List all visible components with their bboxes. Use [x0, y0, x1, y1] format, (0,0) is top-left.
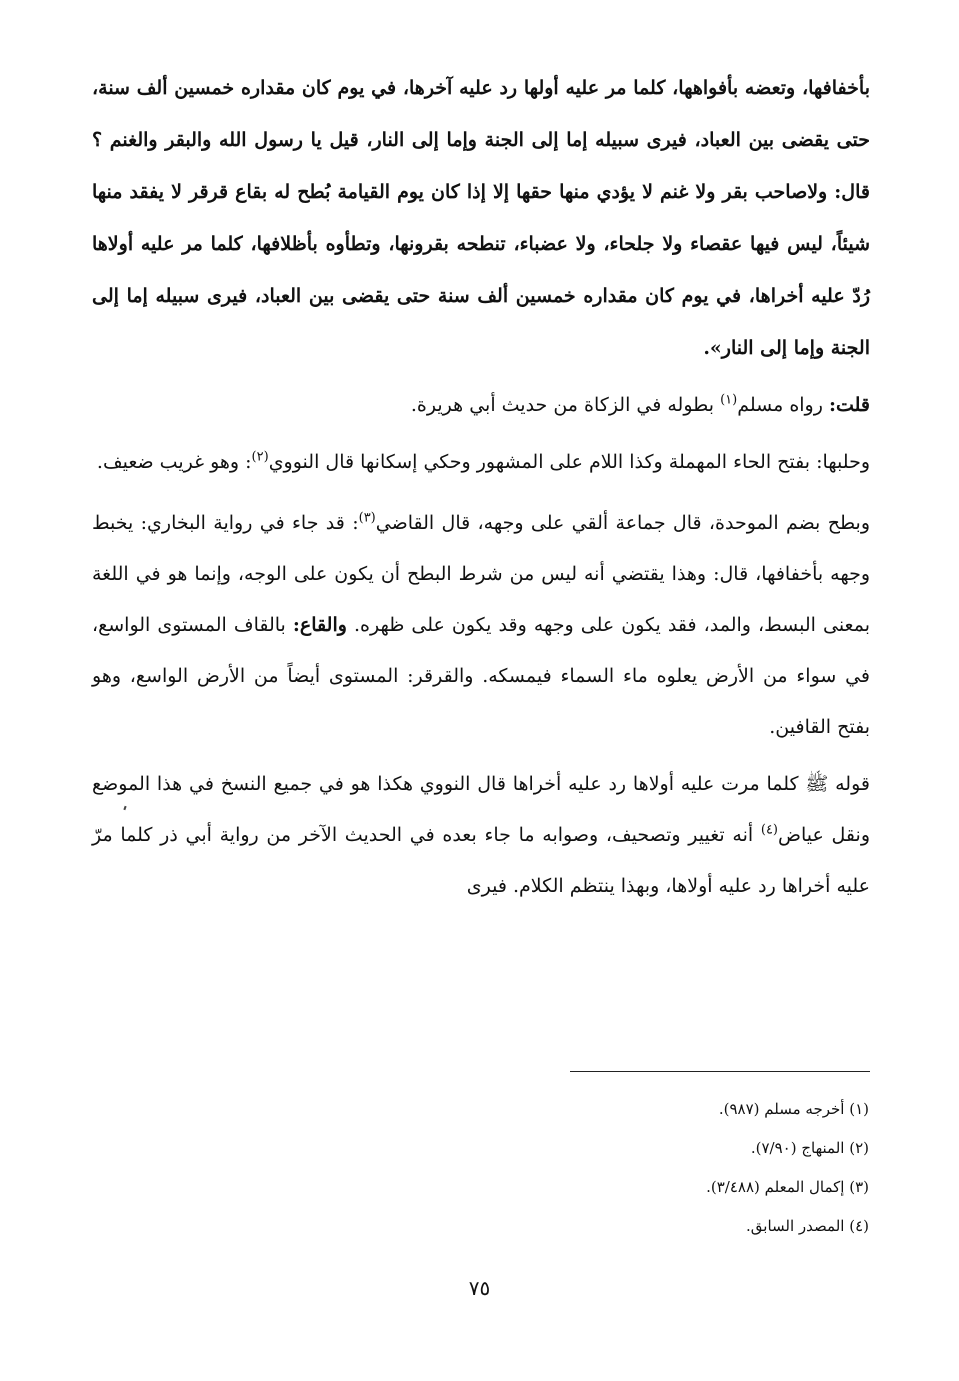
- page-number: ٧٥: [468, 1276, 491, 1300]
- commentary-paragraph-1: [92, 380, 870, 431]
- footnote-ref-4[interactable]: (٤): [760, 822, 778, 838]
- footnote-3: (٣) إكمال المعلم (٣/٤٨٨).: [706, 1178, 869, 1196]
- qaa-label: والقاع:: [292, 614, 347, 636]
- commentary-text: أنه تغيير وتصحيف، وصوابه ما جاء بعده في الحديث الآخر من رواية أبي ذر كلما مرّ عليه أخراها رد عليه أولاها، وبهذا ينتظم الكلام. فيرى: [92, 824, 870, 897]
- footnote-ref-3[interactable]: (٣): [358, 510, 376, 526]
- footnote-1: (١) أخرجه مسلم (٩٨٧).: [718, 1100, 869, 1118]
- footnote-4: (٤) المصدر السابق.: [746, 1217, 869, 1235]
- commentary-text: بالقاف المستوى الواسع، في سواء من الأرض يعلوه ماء السماء فيمسكه. والقرقر: المستوى أيضاً من الأرض الواسع، وهو بفتح القافين.: [92, 614, 870, 738]
- commentary-text: قوله ﷺ كلما مرت عليه أولاها رد عليه أخراها قال النووي هكذا هو في جميع النسخ في هذا الموضع ونقل عياض: [92, 773, 870, 846]
- commentary-paragraph-3: [92, 498, 870, 753]
- footnotes: [449, 1090, 869, 1246]
- commentary-text: وبطح بضم الموحدة، قال جماعة ألقي على وجهه، قال القاضي: [375, 512, 871, 534]
- footnote-2: (٢) المنهاج (٧/٩٠).: [750, 1139, 869, 1157]
- hadith-text: بأخفافها، وتعضه بأفواهها، كلما مر عليه أولها رد عليه آخرها، في يوم كان مقداره خمسين ألف سنة، حتى يقضى بين العباد، فيرى سبيله إما إلى الجنة وإما إلى النار، قيل يا رسول الله والبقر والغنم ؟ قال: ولاصاحب بقر ولا غنم لا يؤدي منها حقها إلا إذا كان يوم القيامة بُطح له بقاع قرقر لا يفقد منها شيئاً، ليس فيها عقصاء ولا جلحاء، ولا عضباء، تنطحه بقرونها، وتطأوه بأظلافها، كلما مر عليه أولاها رُدّ عليه أخراها، في يوم كان مقداره خمسين ألف سنة حتى يقضى بين العباد، فيرى سبيله إما إلى الجنة وإما إلى النار».: [92, 77, 870, 359]
- commentary-text: بطوله في الزكاة من حديث أبي هريرة.: [410, 394, 721, 416]
- commentary-text: رواه مسلم: [737, 394, 829, 416]
- footnote-ref-2[interactable]: (٢): [251, 449, 269, 465]
- commentary-text: : قد جاء في رواية البخاري: يخبط وجهه بأخفافها، قال: وهذا يقتضي أنه ليس من شرط البطح أن يكون على الوجه، وإنما هو في اللغة بمعنى البسط، والمد، فقد يكون على وجهه وقد يكون على ظهره.: [92, 512, 870, 636]
- qultu-label: قلت:: [828, 394, 870, 416]
- commentary-paragraph-4: [92, 759, 870, 912]
- commentary-text: وحلبها: بفتح الحاء المهملة وكذا اللام على المشهور وحكي إسكانها قال النووي: [268, 451, 870, 473]
- footnote-separator: [570, 1071, 870, 1072]
- commentary-paragraph-2: [92, 437, 870, 488]
- main-text: [92, 62, 870, 912]
- footnote-ref-1[interactable]: (١): [720, 392, 738, 408]
- commentary-text: : وهو غريب ضعيف.: [96, 451, 252, 473]
